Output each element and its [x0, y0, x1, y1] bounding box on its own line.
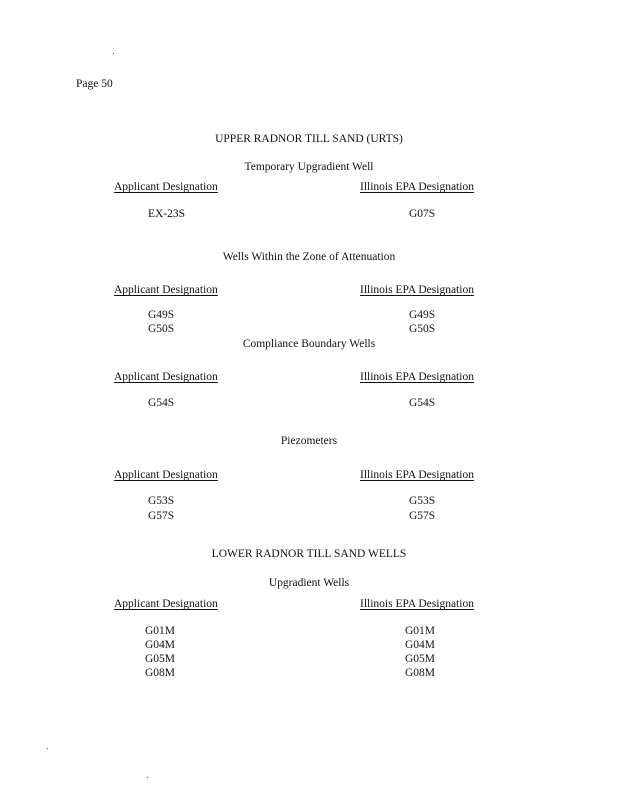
- well-applicant-id: G01M: [145, 625, 176, 637]
- well-epa-id: G57S: [409, 510, 436, 522]
- column-header-epa: Illinois EPA Designation: [360, 469, 474, 481]
- well-epa-id: G49S: [409, 309, 436, 321]
- well-epa-id: G07S: [409, 208, 436, 220]
- column-header-applicant: Applicant Designation: [114, 598, 218, 610]
- well-applicant-id: EX-23S: [148, 208, 186, 220]
- group-title-piezometers: Piezometers: [280, 435, 338, 447]
- well-applicant-id: G05M: [145, 653, 176, 665]
- well-applicant-id: G57S: [148, 510, 175, 522]
- well-epa-id: G04M: [405, 639, 436, 651]
- column-header-epa: Illinois EPA Designation: [360, 371, 474, 383]
- well-epa-id: G08M: [405, 667, 436, 679]
- well-epa-id: G50S: [409, 323, 436, 335]
- section-title-urts: UPPER RADNOR TILL SAND (URTS): [215, 133, 403, 145]
- well-epa-id: G54S: [409, 397, 436, 409]
- group-title-compliance-boundary: Compliance Boundary Wells: [242, 338, 376, 350]
- column-header-applicant: Applicant Designation: [114, 469, 218, 481]
- column-header-epa: Illinois EPA Designation: [360, 284, 474, 296]
- well-applicant-id: G50S: [148, 323, 175, 335]
- group-title-upgradient-wells: Upgradient Wells: [268, 577, 350, 589]
- scan-speck: [147, 777, 148, 778]
- section-title-lrts: LOWER RADNOR TILL SAND WELLS: [211, 548, 407, 560]
- well-epa-id: G01M: [405, 625, 436, 637]
- well-applicant-id: G54S: [148, 397, 175, 409]
- well-applicant-id: G53S: [148, 495, 175, 507]
- scan-speck: [47, 748, 48, 749]
- well-applicant-id: G08M: [145, 667, 176, 679]
- well-epa-id: G53S: [409, 495, 436, 507]
- column-header-epa: Illinois EPA Designation: [360, 181, 474, 193]
- scan-speck: [113, 53, 114, 54]
- well-epa-id: G05M: [405, 653, 436, 665]
- group-title-zone-of-attenuation: Wells Within the Zone of Attenuation: [222, 251, 396, 263]
- column-header-applicant: Applicant Designation: [114, 371, 218, 383]
- group-title-temporary-upgradient: Temporary Upgradient Well: [244, 161, 374, 173]
- column-header-applicant: Applicant Designation: [114, 284, 218, 296]
- column-header-applicant: Applicant Designation: [114, 181, 218, 193]
- column-header-epa: Illinois EPA Designation: [360, 598, 474, 610]
- well-applicant-id: G04M: [145, 639, 176, 651]
- page-number: Page 50: [76, 78, 113, 90]
- well-applicant-id: G49S: [148, 309, 175, 321]
